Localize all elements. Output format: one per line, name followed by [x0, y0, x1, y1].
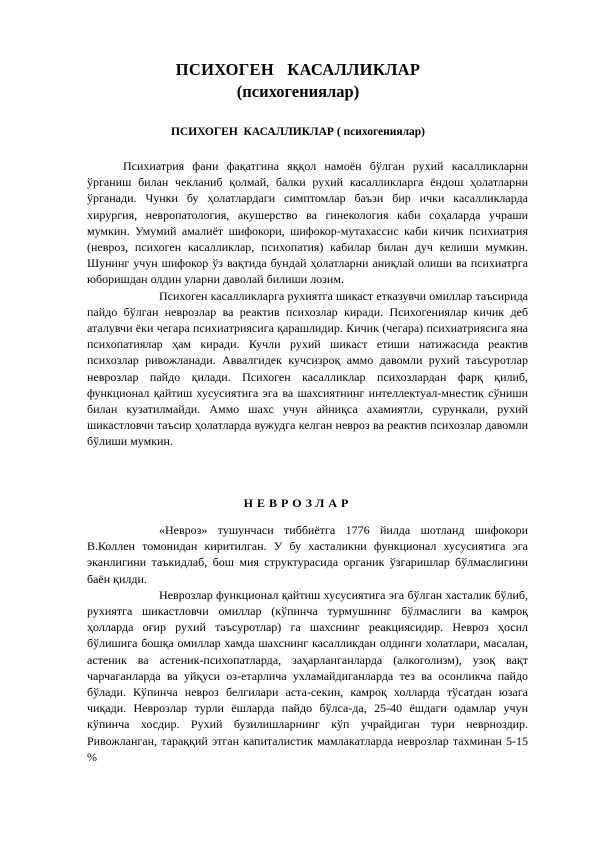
document-subtitle: ПСИХОГЕН КАСАЛЛИКЛАР ( психогениялар) — [170, 126, 426, 138]
paragraph-3: «Невроз» тушунчаси тиббиётга 1776 йилда шотланд шифокори В.Коллен томонидан киритилган. У бу хасталикни функционал хусусиятига эга эканлигини таъкидлаб, бош мия структурасида органик ўзгаришлар бўлмаслигини баён қилди. — [87, 523, 528, 586]
neurosis-text-block — [87, 522, 528, 765]
intro-text-block — [87, 158, 528, 450]
document-title: ПСИХОГЕН КАСАЛЛИКЛАР — [175, 60, 421, 79]
document-title-subtext: (психогениялар) — [236, 82, 360, 101]
paragraph-1: Психиатрия фани фақатгина яққол намоён бўлган рухий касалликларни ўрганиш билан чекланиб қолмай, балки рухий касалликларга ёндош ҳолатларни ўрганади. Чунки бу ҳолатлардаги симптомлар баъзи бир ички касалликларда хирургия, невропатология, акушерство ва гинекология каби соҳаларда учраши мумкин. Умумий амалиёт шифокори, шифокор-мутахассис каби кичик психиатрия (невроз, психоген касалликлар, психопатия) кабилар билан дуч келиши мумкин. Шунинг учун шифокор ўз вақтида бундай ҳолатларни аниқлай олиши ва психиатрга юборишдан олдин уларни даволай билиши лозим. — [87, 159, 528, 287]
section-heading: НЕВРОЗЛАР — [243, 496, 353, 510]
paragraph-4: Неврозлар функционал қайтиш хусусиятига эга бўлган хасталик бўлиб, рухиятга шикастловчи омиллар (кўпинча турмушнинг бўлмаслиги ва камроқ ҳолларда оғир рухий таъсуротлар) га шахснинг реакциясидир. Невроз ҳосил бўлишига бошқа омиллар хамда шахснинг касалликдан олдинги холатлари, масалан, астеник ва астеник-психопатларда, заҳарланганларда (алкоголизм), узоқ вақт чарчаганларда ва уйқуси оз-етарлича ухламайдиганларда тез ва осонликча пайдо бўлади. Кўпинча невроз белгилари аста-секин, камроқ холларда тўсатдан юзага чиқади. Неврозлар турли ёшларда пайдо бўлса-да, 25-40 ёшдаги одамлар учун кўпинча хосдир. Рухий бузилишларнинг кўп учрайдиган тури неврноздир. Ривожланган, тараққий этган капиталистик мамлакатларда неврозлар тахминан 5-15 % — [87, 587, 528, 764]
paragraph-2: Психоген касалликларга рухиятга шикаст етказувчи омиллар таъсирида пайдо бўлган неврозлар ва реактив психозлар киради. Психогениялар кичик деб аталувчи ёки чегара психиатриясига қарашлидир. Кичик (чегара) психиатриясига яна психопатиялар ҳам киради. Кучли рухий шикаст етиши натижасида реактив психозлар ривожланади. Аввалгидек кучсизроқ аммо давомли рухий таъсуротлар неврозлар пайдо қилади. Психоген касалликлар психозлардан фарқ қилиб, функционал қайтиш хусусиятига эга ва шахсиятнинг интеллектуал-мнестик сўниши билан кузатилмайди. Аммо шахс учун айниқса ахамиятли, сурункали, рухий шикастловчи таъсир ҳолатларда вужудга келган невроз ва реактив психозлар давомли бўлиши мумкин. — [87, 288, 528, 449]
